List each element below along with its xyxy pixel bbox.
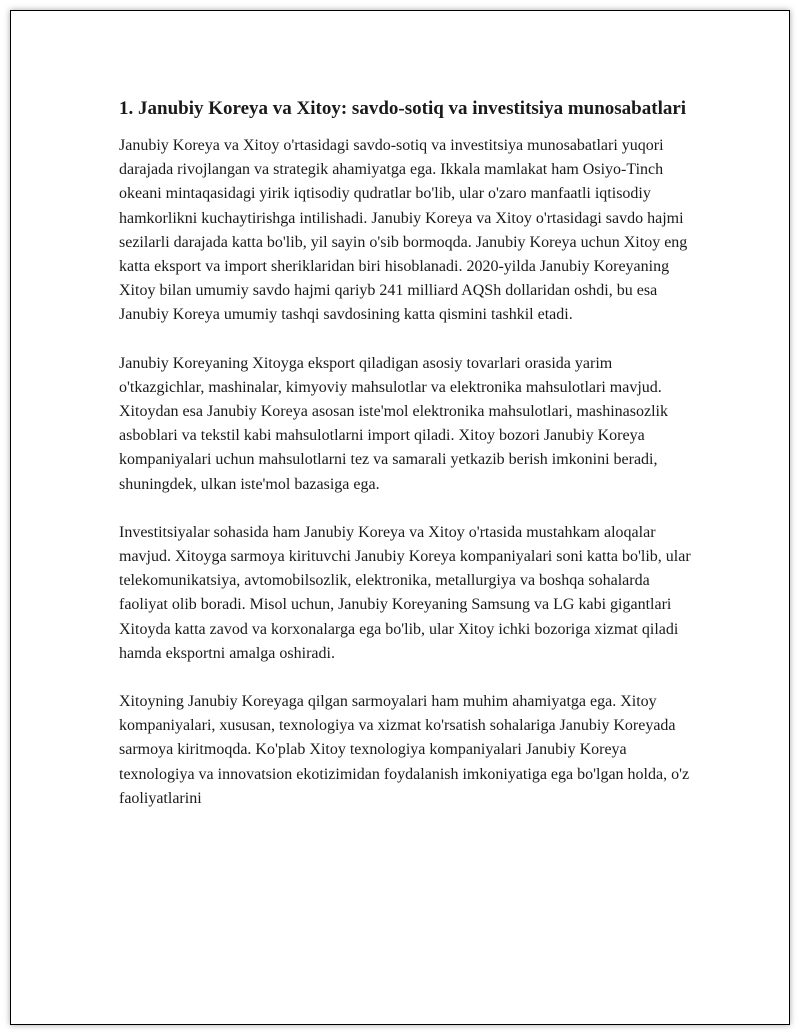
section-heading: 1. Janubiy Koreya va Xitoy: savdo-sotiq va investitsiya munosabatlari — [119, 98, 687, 119]
paragraph-korean-investment: Investitsiyalar sohasida ham Janubiy Koreya va Xitoy o'rtasida mustahkam aloqalar mavjud. Xitoyga sarmoya kirituvchi Janubiy Koreya kompaniyalari soni katta bo'lib, ular telekomunikatsiya, avtomobilsozlik, elektronika, metallurgiya va boshqa sohalarda faoliyat olib boradi. Misol uchun, Janubiy Koreyaning Samsung va LG kabi gigantlari Xitoyda katta zavod va korxonalarga ega bo'lib, ular Xitoy ichki bozoriga xizmat qiladi hamda eksportni amalga oshiradi. — [119, 523, 691, 662]
paragraph-trade-overview: Janubiy Koreya va Xitoy o'rtasidagi savdo-sotiq va investitsiya munosabatlari yuqori darajada rivojlangan va strategik ahamiyatga ega. Ikkala mamlakat ham Osiyo-Tinch okeani mintaqasidagi yirik iqtisodiy qudratlar bo'lib, ular o'zaro manfaatli iqtisodiy hamkorlikni kuchaytirishga intilishadi. Janubiy Koreya va Xitoy o'rtasidagi savdo hajmi sezilarli darajada katta bo'lib, yil sayin o'sib bormoqda. Janubiy Koreya uchun Xitoy eng katta eksport va import sheriklaridan biri hisoblanadi. 2020-yilda Janubiy Koreyaning Xitoy bilan umumiy savdo hajmi qariyb 241 milliard AQSh dollaridan oshdi, bu esa Janubiy Koreya umumiy tashqi savdosining katta qismini tashkil etadi. — [119, 137, 688, 324]
paragraph-chinese-investment: Xitoyning Janubiy Koreyaga qilgan sarmoyalari ham muhim ahamiyatga ega. Xitoy kompaniyalari, xususan, texnologiya va xizmat ko'rsatish sohalariga Janubiy Koreyada sarmoya kiritmoqda. Ko'plab Xitoy texnologiya kompaniyalari Janubiy Koreya texnologiya va innovatsion ekotizimidan foydalanish imkoniyatiga ega bo'lgan holda, o'z faoliyatlarini — [119, 693, 690, 807]
document-page — [10, 10, 790, 1025]
paragraph-export-import-goods: Janubiy Koreyaning Xitoyga eksport qiladigan asosiy tovarlari orasida yarim o'tkazgichlar, mashinalar, kimyoviy mahsulotlar va elektronika mahsulotlari mavjud. Xitoydan esa Janubiy Koreya asosan iste'mol elektronika mahsulotlari, mashinasozlik asboblari va tekstil kabi mahsulotlarni import qiladi. Xitoy bozori Janubiy Koreya kompaniyalari uchun mahsulotlarni tez va samarali yetkazib berish imkonini beradi, shuningdek, ulkan iste'mol bazasiga ega. — [119, 354, 668, 493]
document-body — [119, 96, 699, 835]
